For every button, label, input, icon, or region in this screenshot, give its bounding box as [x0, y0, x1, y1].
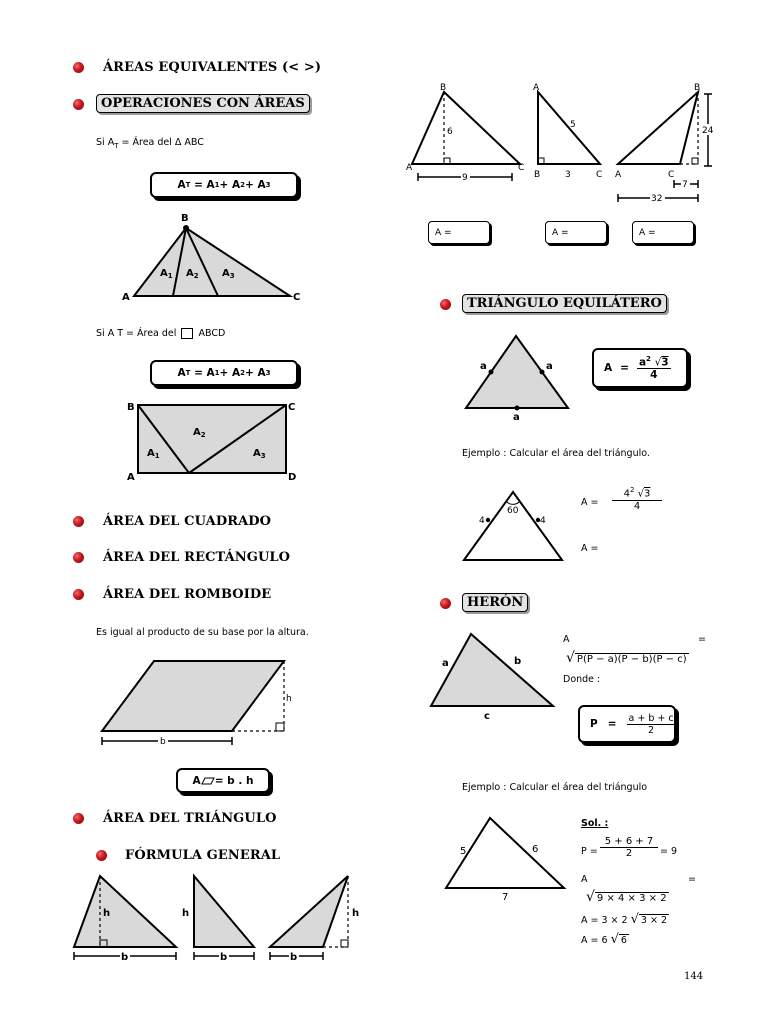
label-B: B	[694, 83, 701, 93]
label-C: C	[288, 402, 296, 413]
ex1-area-label: A =	[581, 497, 599, 508]
example-triangle-2	[528, 78, 613, 188]
label-C: C	[596, 170, 603, 180]
rectangle-partition-diagram	[125, 398, 300, 486]
heading-heron: HERÓN	[462, 593, 528, 612]
parallelogram-icon	[201, 777, 215, 785]
heading-area-rectangulo: ÁREA DEL RECTÁNGULO	[103, 550, 291, 565]
label-A1: $A_1$	[160, 268, 173, 280]
side-label-c: c	[484, 711, 490, 722]
side-label-7: 7	[502, 892, 509, 903]
label-A3: $A_3$	[253, 448, 266, 460]
side-label-a: a	[442, 658, 449, 669]
label-height: 6	[447, 127, 453, 137]
label-A: A	[406, 163, 413, 173]
heron-triangle-diagram	[425, 628, 560, 723]
side-label-right: 4	[540, 516, 546, 526]
solution-p-label: P =	[581, 846, 598, 857]
label-b: b	[121, 952, 129, 963]
bullet-icon	[73, 552, 84, 563]
page-number: 144	[684, 971, 704, 982]
ex1-answer-label: A =	[581, 543, 599, 554]
side-label-5: 5	[460, 846, 467, 857]
label-C: C	[518, 163, 525, 173]
label-h: h	[103, 908, 111, 919]
example-heron-triangle	[440, 812, 570, 907]
side-label-bottom: a	[513, 412, 520, 423]
heron-root: √ P(P − a)(P − b)(P − c)	[566, 650, 687, 666]
romboide-description: Es igual al producto de su base por la altura.	[96, 627, 309, 638]
label-D: D	[288, 472, 297, 483]
solution-line-2: A = 3 × 2 √ 3 × 2	[581, 912, 668, 927]
label-seg: 7	[682, 180, 688, 190]
bullet-icon	[73, 99, 84, 110]
heading-areas-equivalentes: ÁREAS EQUIVALENTES	[103, 60, 278, 75]
formula-area-total-rectangle: A T = A 1 + A 2 + A 3	[150, 360, 298, 386]
formula-area-total-triangle: A T = A 1 + A 2 + A 3	[150, 172, 298, 198]
angle-label: 60	[507, 506, 519, 516]
label-A: A	[127, 472, 135, 483]
bullet-icon	[73, 516, 84, 527]
equilateral-triangle-diagram	[460, 330, 578, 425]
triangle-acute-diagram	[70, 872, 180, 967]
side-label-b: b	[514, 656, 522, 667]
label-b: b	[290, 952, 298, 963]
side-label-right: a	[546, 361, 553, 372]
label-A: A	[122, 292, 130, 303]
example-triangle-3	[610, 78, 720, 208]
label-b: b	[160, 737, 166, 747]
label-B: B	[127, 402, 135, 413]
heading-area-cuadrado: ÁREA DEL CUADRADO	[103, 514, 272, 529]
triangle-partition-diagram	[118, 208, 308, 308]
solution-a-label: A	[581, 874, 588, 885]
label-A2: $A_2$	[193, 427, 206, 439]
solution-label: Sol. :	[581, 818, 609, 829]
label-base: 32	[651, 194, 663, 204]
answer-box-1: A =	[428, 221, 490, 244]
label-height: 24	[702, 126, 714, 136]
triangle-right-diagram	[178, 872, 258, 967]
heading-formula-general: FÓRMULA GENERAL	[125, 848, 281, 863]
label-C: C	[668, 170, 675, 180]
side-label-6: 6	[532, 844, 539, 855]
heading-area-romboide: ÁREA DEL ROMBOIDE	[103, 587, 272, 602]
heron-area-label: A	[563, 634, 570, 645]
bullet-icon	[96, 850, 107, 861]
bullet-icon	[73, 813, 84, 824]
label-h: h	[352, 908, 360, 919]
side-label-left: 4	[479, 516, 485, 526]
label-A1: $A_1$	[147, 448, 160, 460]
label-h: h	[286, 694, 292, 704]
example-equilateral-triangle	[458, 486, 568, 566]
solution-a-eq: =	[688, 874, 696, 885]
heading-area-triangulo: ÁREA DEL TRIÁNGULO	[103, 811, 277, 826]
solution-line-3: A = 6 √ 6	[581, 932, 627, 947]
label-b: b	[220, 952, 228, 963]
solution-root-1: √ 9 × 4 × 3 × 2	[586, 889, 667, 905]
label-base: 3	[565, 170, 571, 180]
romboide-diagram	[98, 655, 298, 750]
label-B: B	[534, 170, 541, 180]
answer-box-2: A =	[545, 221, 607, 244]
label-base: 9	[462, 173, 468, 183]
label-A2: $A_2$	[186, 268, 199, 280]
ejemplo-equilatero-text: Ejemplo : Calcular el área del triángulo.	[462, 448, 650, 459]
label-hyp: 5	[570, 120, 576, 130]
bullet-icon	[440, 299, 451, 310]
formula-romboide: A = b . h	[176, 768, 270, 793]
si-triangulo-text: Si $A_T$ = Área del Δ ABC	[96, 137, 204, 150]
si-rectangulo-text: Si A T = Área del ABCD	[96, 328, 226, 339]
label-B: B	[181, 213, 189, 224]
solution-p-fraction: 5 + 6 + 7 2	[600, 836, 658, 859]
solution-p-result: = 9	[660, 846, 678, 857]
formula-semiperimeter: P = $\frac{a + b + c}{2}$	[578, 705, 676, 743]
ex1-fraction: $4^2$ √3 4	[612, 486, 662, 512]
label-B: B	[440, 83, 447, 93]
label-A: A	[615, 170, 622, 180]
ejemplo-heron-text: Ejemplo : Calcular el área del triángulo	[462, 782, 648, 793]
label-A3: $A_3$	[222, 268, 235, 280]
side-label-left: a	[480, 361, 487, 372]
label-A: A	[533, 83, 540, 93]
triangle-obtuse-diagram	[264, 872, 369, 967]
rectangle-icon	[181, 328, 193, 339]
formula-equilatero: A = $\frac{a^2 √3}{4}$	[592, 348, 688, 388]
example-triangle-1	[402, 78, 532, 188]
heading-equilatero: TRIÁNGULO EQUILÁTERO	[462, 294, 667, 313]
label-C: C	[293, 292, 301, 303]
bullet-icon	[73, 589, 84, 600]
bullet-icon	[440, 598, 451, 609]
bullet-icon	[73, 62, 84, 73]
equivalence-symbol: (< >)	[282, 60, 322, 75]
heron-eq-label: =	[698, 634, 706, 645]
answer-box-3: A =	[632, 221, 694, 244]
donde-label: Donde :	[563, 674, 601, 685]
label-h: h	[182, 908, 190, 919]
heading-operaciones: OPERACIONES CON ÁREAS	[96, 94, 310, 113]
